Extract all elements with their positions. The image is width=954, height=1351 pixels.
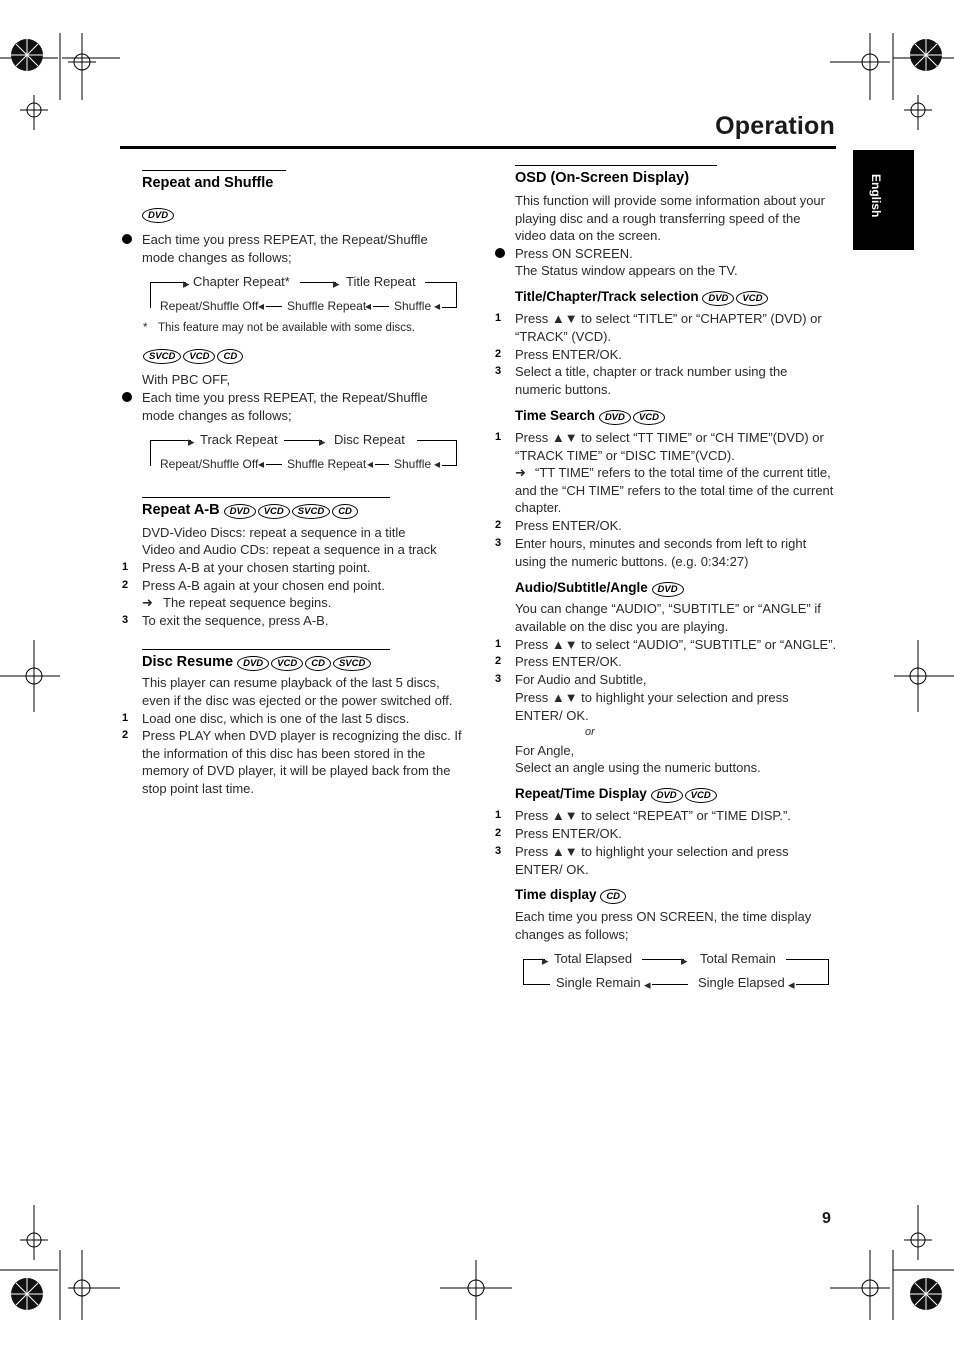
time-display-intro: Each time you press ON SCREEN, the time display changes as follows; bbox=[515, 909, 812, 942]
flow-arrow-icon: ▸ bbox=[319, 434, 326, 449]
page-number: 9 bbox=[822, 1210, 831, 1227]
audio-angle2: Select an angle using the numeric buttons. bbox=[515, 760, 761, 775]
bullet-icon bbox=[495, 248, 505, 258]
step-number: 2 bbox=[495, 655, 502, 667]
flow-line bbox=[417, 440, 457, 441]
flow-line bbox=[523, 984, 550, 985]
step-number: 1 bbox=[122, 712, 129, 724]
repeat-ab-step3: To exit the sequence, press A-B. bbox=[142, 613, 329, 628]
repeat-ab-note: The repeat sequence begins. bbox=[163, 595, 332, 610]
flow-line bbox=[796, 984, 829, 985]
step-number: 3 bbox=[495, 673, 502, 685]
audio-badges bbox=[652, 580, 686, 595]
flow-track-repeat: Track Repeat bbox=[200, 432, 278, 447]
result-arrow-icon: ➜ bbox=[515, 465, 526, 480]
time-search-step3: Enter hours, minutes and seconds from left to right using the numeric buttons. (e.g. 0:34:27) bbox=[515, 536, 807, 569]
flow-title-repeat: Title Repeat bbox=[346, 274, 416, 289]
flow-total-elapsed: Total Elapsed bbox=[554, 951, 633, 966]
flow-shuffle: Shuffle bbox=[394, 299, 432, 313]
repeat-time-badges bbox=[651, 786, 719, 801]
svcd-badge: SVCD bbox=[143, 349, 181, 364]
dvd-badge: DVD bbox=[702, 291, 734, 306]
step-number: 1 bbox=[495, 638, 502, 650]
flow-line bbox=[786, 959, 829, 960]
cd-badge: CD bbox=[600, 889, 626, 904]
flow-arrow-icon: ◂ bbox=[644, 977, 651, 992]
audio-title: Audio/Subtitle/Angle bbox=[515, 580, 648, 595]
vcd-badge: VCD bbox=[685, 788, 717, 803]
bullet-icon bbox=[122, 234, 132, 244]
osd-status: The Status window appears on the TV. bbox=[515, 263, 738, 278]
repeat-time-heading bbox=[515, 786, 719, 803]
repeat-ab-title: Repeat A-B bbox=[142, 502, 220, 518]
result-arrow-icon: ➜ bbox=[142, 595, 153, 610]
title-chapter-badges bbox=[702, 289, 770, 304]
vcd-badge: VCD bbox=[736, 291, 768, 306]
vcd-badge: VCD bbox=[633, 410, 665, 425]
flow-single-elapsed: Single Elapsed bbox=[698, 975, 785, 990]
step-number: 3 bbox=[122, 614, 129, 626]
osd-press: Press ON SCREEN. bbox=[515, 246, 633, 261]
repeat-time-step3: Press ▲▼ to highlight your selection and press ENTER/ OK. bbox=[515, 844, 789, 877]
audio-step3a: For Audio and Subtitle, bbox=[515, 672, 647, 687]
language-tab bbox=[853, 150, 914, 250]
osd-intro: This function will provide some information about your playing disc and a rough transferring speed of the video data on the screen. bbox=[515, 193, 825, 244]
step-number: 2 bbox=[122, 729, 129, 741]
footnote: This feature may not be available with some discs. bbox=[158, 322, 415, 334]
audio-angle1: For Angle, bbox=[515, 743, 575, 758]
pbc-off: With PBC OFF, bbox=[142, 372, 231, 387]
flow-arrow-icon: ▸ bbox=[333, 276, 340, 291]
flow-line bbox=[150, 440, 151, 466]
time-search-note: “TT TIME” refers to the total time of the current title, and the “CH TIME” refers to the total time of the current chapter. bbox=[515, 465, 834, 516]
title-chapter-title: Title/Chapter/Track selection bbox=[515, 289, 699, 304]
step-number: 1 bbox=[495, 809, 502, 821]
flow-line bbox=[284, 440, 322, 441]
time-search-step1: Press ▲▼ to select “TT TIME” or “CH TIME”(DVD) or “TRACK TIME” or “DISC TIME”(VCD). bbox=[515, 430, 824, 463]
dvd-badge: DVD bbox=[142, 208, 174, 223]
time-display-badges bbox=[600, 887, 628, 902]
repeat-ab-step1: Press A-B at your chosen starting point. bbox=[142, 560, 371, 575]
step-number: 2 bbox=[495, 827, 502, 839]
svcd-badge: SVCD bbox=[292, 504, 330, 519]
time-search-heading bbox=[515, 408, 667, 425]
repeat-ab-badges bbox=[224, 502, 360, 518]
disc-resume-step1: Load one disc, which is one of the last 5 discs. bbox=[142, 711, 410, 726]
svcd-badge: SVCD bbox=[333, 656, 371, 671]
flow-shuffle-repeat: Shuffle Repeat bbox=[287, 457, 367, 471]
flow-arrow-icon: ◂ bbox=[788, 977, 795, 992]
flow-line bbox=[828, 959, 829, 985]
disc-resume-heading bbox=[142, 649, 390, 671]
dvd-badge: DVD bbox=[651, 788, 683, 803]
flow-line bbox=[456, 440, 457, 466]
dvd-badge-row bbox=[142, 205, 176, 223]
footnote-mark: * bbox=[143, 322, 148, 334]
flow-repeat-shuffle-off: Repeat/Shuffle Off bbox=[160, 299, 259, 313]
flow-single-remain: Single Remain bbox=[556, 975, 641, 990]
step-number: 3 bbox=[495, 365, 502, 377]
flow-line bbox=[456, 282, 457, 308]
time-search-badges bbox=[599, 408, 667, 423]
flow-line bbox=[150, 282, 186, 283]
title-chapter-heading bbox=[515, 289, 770, 306]
flow-arrow-icon: ▸ bbox=[188, 434, 195, 449]
vcd-badge: VCD bbox=[271, 656, 303, 671]
time-search-step2: Press ENTER/OK. bbox=[515, 518, 622, 533]
flow-chapter-repeat: Chapter Repeat* bbox=[193, 274, 290, 289]
flow-line bbox=[300, 282, 336, 283]
flow-line bbox=[150, 440, 191, 441]
repeat-ab-line2: Video and Audio CDs: repeat a sequence in a track bbox=[142, 542, 437, 557]
dvd-badge: DVD bbox=[652, 582, 684, 597]
flow-arrow-icon: ▸ bbox=[681, 953, 688, 968]
flow-arrow-icon: ◂ bbox=[434, 457, 441, 471]
audio-step3b: Press ▲▼ to highlight your selection and press ENTER/ OK. bbox=[515, 690, 789, 723]
flow-arrow-icon: ◂ bbox=[258, 299, 265, 313]
flow-arrow-icon: ◂ bbox=[434, 299, 441, 313]
flow-line bbox=[266, 306, 282, 307]
header-rule bbox=[120, 146, 836, 149]
audio-step1: Press ▲▼ to select “AUDIO”, “SUBTITLE” or “ANGLE”. bbox=[515, 637, 837, 652]
flow-line bbox=[425, 282, 457, 283]
time-display-heading bbox=[515, 887, 628, 904]
step-number: 1 bbox=[495, 431, 502, 443]
time-search-title: Time Search bbox=[515, 408, 596, 423]
vcd-badge: VCD bbox=[258, 504, 290, 519]
title-chapter-step1: Press ▲▼ to select “TITLE” or “CHAPTER” (DVD) or “TRACK” (VCD). bbox=[515, 311, 822, 344]
cd-badge: CD bbox=[305, 656, 331, 671]
step-number: 1 bbox=[495, 312, 502, 324]
flow-line bbox=[642, 959, 684, 960]
flow-line bbox=[442, 465, 457, 466]
svcd-vcd-cd-badges bbox=[143, 346, 245, 364]
audio-step2: Press ENTER/OK. bbox=[515, 654, 622, 669]
flow-disc-repeat: Disc Repeat bbox=[334, 432, 405, 447]
repeat-ab-line1: DVD-Video Discs: repeat a sequence in a title bbox=[142, 525, 406, 540]
repeat-dvd-text: Each time you press REPEAT, the Repeat/Shuffle mode changes as follows; bbox=[142, 232, 428, 265]
disc-resume-badges bbox=[237, 654, 373, 670]
step-number: 3 bbox=[495, 537, 502, 549]
step-number: 3 bbox=[495, 845, 502, 857]
repeat-shuffle-heading: Repeat and Shuffle bbox=[142, 170, 286, 191]
time-display-title: Time display bbox=[515, 887, 597, 902]
flow-arrow-icon: ▸ bbox=[183, 276, 190, 291]
disc-resume-intro: This player can resume playback of the last 5 discs, even if the disc was ejected or the power switched off. bbox=[142, 675, 453, 708]
vcd-badge: VCD bbox=[183, 349, 215, 364]
repeat-ab-step2: Press A-B again at your chosen end point. bbox=[142, 578, 385, 593]
cd-badge: CD bbox=[332, 504, 358, 519]
dvd-badge: DVD bbox=[599, 410, 631, 425]
repeat-time-step2: Press ENTER/OK. bbox=[515, 826, 622, 841]
dvd-badge: DVD bbox=[224, 504, 256, 519]
audio-intro: You can change “AUDIO”, “SUBTITLE” or “ANGLE” if available on the disc you are playing. bbox=[515, 601, 821, 634]
title-chapter-step3: Select a title, chapter or track number using the numeric buttons. bbox=[515, 364, 788, 397]
or-text: or bbox=[585, 726, 595, 738]
flow-line bbox=[266, 464, 282, 465]
language-tab-label: English bbox=[869, 174, 883, 218]
flow-line bbox=[150, 282, 151, 308]
flow-arrow-icon: ◂ bbox=[258, 457, 265, 471]
osd-heading: OSD (On-Screen Display) bbox=[515, 165, 717, 186]
audio-heading bbox=[515, 580, 686, 597]
flow-arrow-icon: ▸ bbox=[542, 953, 549, 968]
flow-line bbox=[442, 307, 457, 308]
cd-badge: CD bbox=[217, 349, 243, 364]
flow-arrow-icon: ◂ bbox=[367, 457, 374, 471]
flow-repeat-shuffle-off: Repeat/Shuffle Off bbox=[160, 457, 259, 471]
repeat-time-title: Repeat/Time Display bbox=[515, 786, 647, 801]
bullet-icon bbox=[122, 392, 132, 402]
repeat-vcd-text: Each time you press REPEAT, the Repeat/Shuffle mode changes as follows; bbox=[142, 390, 428, 423]
repeat-ab-heading bbox=[142, 497, 390, 519]
dvd-badge: DVD bbox=[237, 656, 269, 671]
flow-line bbox=[652, 984, 688, 985]
page-title: Operation bbox=[715, 112, 835, 140]
flow-line bbox=[375, 464, 389, 465]
disc-resume-title: Disc Resume bbox=[142, 654, 234, 670]
title-chapter-step2: Press ENTER/OK. bbox=[515, 347, 622, 362]
flow-shuffle: Shuffle bbox=[394, 457, 432, 471]
repeat-time-step1: Press ▲▼ to select “REPEAT” or “TIME DISP.”. bbox=[515, 808, 791, 823]
step-number: 2 bbox=[122, 579, 129, 591]
flow-total-remain: Total Remain bbox=[700, 951, 776, 966]
flow-line bbox=[523, 959, 524, 985]
step-number: 2 bbox=[495, 348, 502, 360]
step-number: 1 bbox=[122, 561, 129, 573]
disc-resume-step2: Press PLAY when DVD player is recognizing the disc. If the information of this disc has been stored in the memory of DVD player, it will be played back from the stop point last time. bbox=[142, 728, 462, 796]
flow-arrow-icon: ◂ bbox=[365, 299, 372, 313]
flow-shuffle-repeat: Shuffle Repeat bbox=[287, 299, 367, 313]
flow-line bbox=[373, 306, 389, 307]
step-number: 2 bbox=[495, 519, 502, 531]
